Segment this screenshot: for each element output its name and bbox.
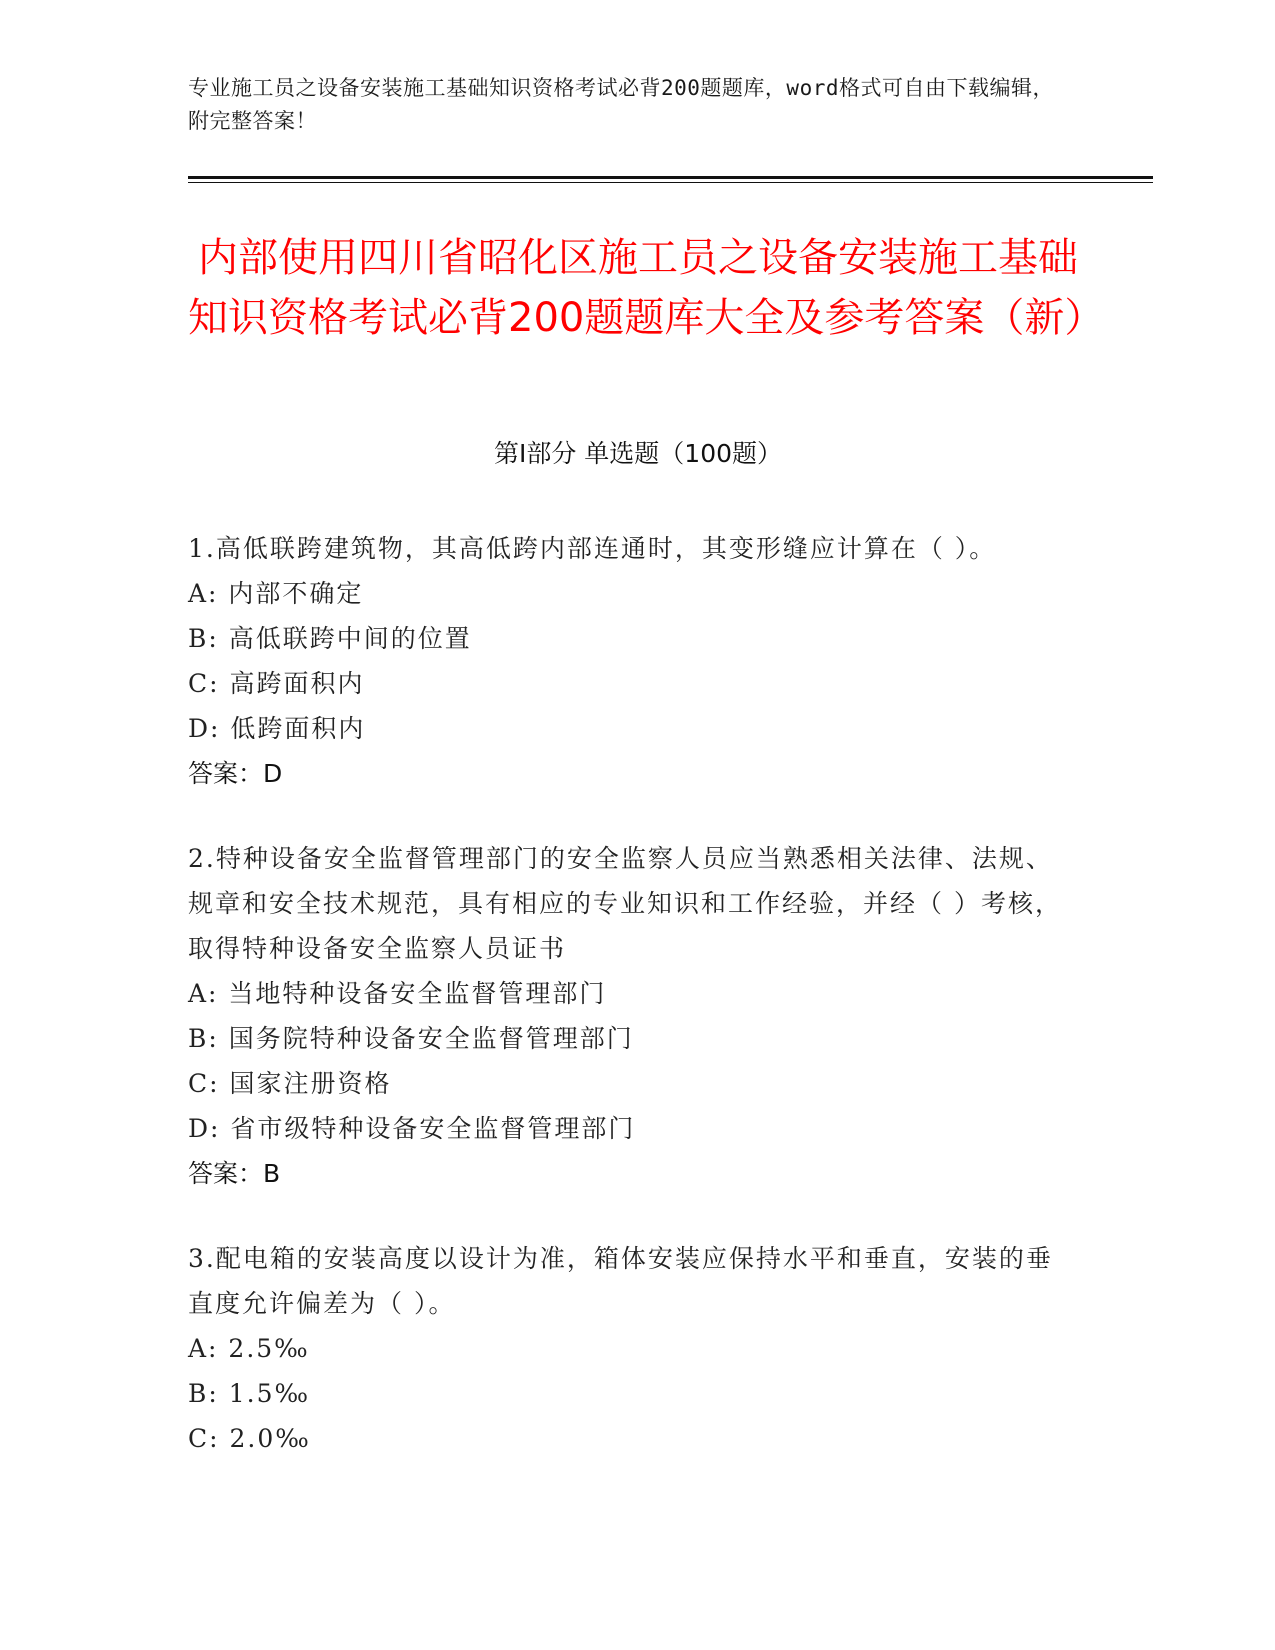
option-b: B: 国务院特种设备安全监督管理部门 bbox=[188, 1024, 634, 1053]
option-c: C: 国家注册资格 bbox=[188, 1069, 392, 1098]
answer: 答案：B bbox=[188, 1159, 281, 1188]
section-title: 第I部分 单选题（100题） bbox=[493, 439, 783, 468]
document-title: 内部使用四川省昭化区施工员之设备安装施工基础知识资格考试必背200题题库大全及参考答案（新） bbox=[188, 235, 1105, 341]
option-b: B: 高低联跨中间的位置 bbox=[188, 624, 472, 653]
option-c: C: 2.0‰ bbox=[188, 1424, 311, 1453]
option-a: A: 内部不确定 bbox=[188, 579, 364, 608]
header-note: 专业施工员之设备安装施工基础知识资格考试必背200题题库，word格式可自由下载编辑，附完整答案！ bbox=[188, 76, 1054, 133]
answer: 答案：D bbox=[188, 759, 283, 788]
question-stem: 3.配电箱的安装高度以设计为准，箱体安装应保持水平和垂直，安装的垂直度允许偏差为（ ）。 bbox=[188, 1244, 1053, 1318]
question-1 bbox=[188, 526, 1068, 796]
option-c: C: 高跨面积内 bbox=[188, 669, 365, 698]
question-list bbox=[188, 526, 1068, 1501]
option-a: A: 当地特种设备安全监督管理部门 bbox=[188, 979, 607, 1008]
header-divider-thick bbox=[188, 176, 1153, 179]
question-stem: 2.特种设备安全监督管理部门的安全监察人员应当熟悉相关法律、法规、规章和安全技术规范，具有相应的专业知识和工作经验，并经（ ）考核，取得特种设备安全监察人员证书 bbox=[188, 844, 1062, 963]
header-divider-thin bbox=[188, 182, 1153, 183]
option-a: A: 2.5‰ bbox=[188, 1334, 310, 1363]
option-d: D: 省市级特种设备安全监督管理部门 bbox=[188, 1114, 636, 1143]
question-stem: 1.高低联跨建筑物，其高低跨内部连通时，其变形缝应计算在（ ）。 bbox=[188, 534, 997, 563]
question-2 bbox=[188, 836, 1068, 1196]
option-b: B: 1.5‰ bbox=[188, 1379, 311, 1408]
question-3 bbox=[188, 1236, 1068, 1461]
option-d: D: 低跨面积内 bbox=[188, 714, 366, 743]
